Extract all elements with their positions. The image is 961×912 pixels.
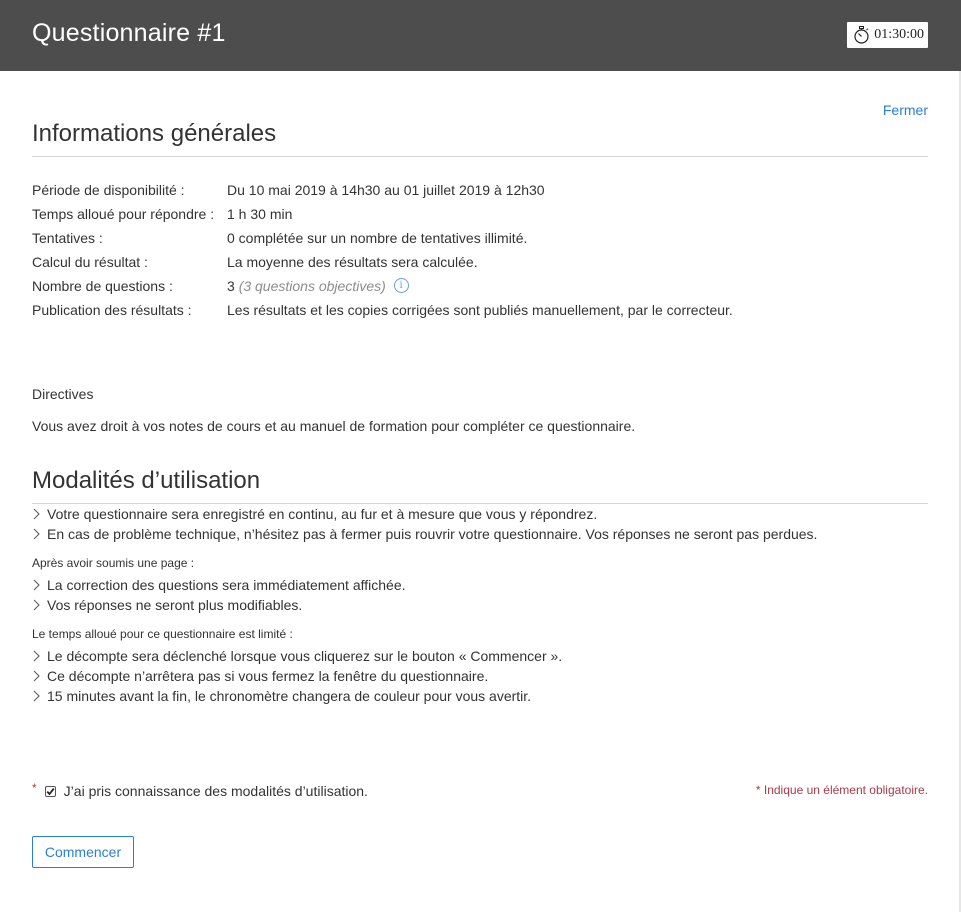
modalities-section: [32, 467, 928, 868]
chevron-right-icon: [32, 579, 47, 591]
list-item: [32, 646, 928, 666]
chevron-right-icon: [32, 599, 47, 611]
acknowledge-checkbox[interactable]: [45, 786, 56, 797]
directives-text: Vous avez droit à vos notes de cours et au manuel de formation pour compléter ce questionnaire.: [32, 418, 636, 434]
info-table: [32, 178, 733, 322]
rules-list: [32, 646, 928, 706]
rule-text: La correction des questions sera immédiatement affichée.: [47, 577, 406, 593]
acknowledge-row: [32, 781, 928, 801]
chevron-right-icon: [32, 528, 47, 540]
list-item: [32, 686, 928, 706]
info-value-questions: [227, 274, 733, 298]
info-label: Temps alloué pour répondre :: [32, 206, 215, 222]
rules-list: [32, 575, 928, 615]
info-row: [32, 250, 733, 274]
countdown-timer: [847, 22, 928, 48]
info-row: [32, 298, 733, 322]
info-value: Du 10 mai 2019 à 14h30 au 01 juillet 2019 à 12h30: [227, 182, 545, 198]
info-label: Tentatives :: [32, 230, 103, 246]
general-info-title: Informations générales: [32, 120, 928, 157]
info-value: 1 h 30 min: [227, 206, 293, 222]
info-label: Publication des résultats :: [32, 302, 192, 318]
start-button[interactable]: Commencer: [32, 836, 134, 868]
rules-list: [32, 504, 928, 544]
acknowledge-label[interactable]: J’ai pris connaissance des modalités d’utilisation.: [63, 783, 368, 799]
rule-text: Vos réponses ne seront plus modifiables.: [47, 597, 303, 613]
info-icon[interactable]: i: [394, 278, 409, 293]
info-label: Période de disponibilité :: [32, 182, 185, 198]
info-row: [32, 226, 733, 250]
list-item: [32, 575, 928, 595]
info-value: La moyenne des résultats sera calculée.: [227, 254, 478, 270]
rule-text: Le décompte sera déclenché lorsque vous cliquerez sur le bouton « Commencer ».: [47, 648, 563, 664]
close-link[interactable]: Fermer: [882, 102, 928, 118]
list-item: [32, 504, 928, 524]
stopwatch-icon: [853, 26, 870, 44]
info-value: 0 complétée sur un nombre de tentatives illimité.: [227, 230, 528, 246]
info-label: Calcul du résultat :: [32, 254, 148, 270]
rule-text: En cas de problème technique, n’hésitez pas à fermer puis rouvrir votre questionnaire. Vos réponses ne seront pas perdues.: [47, 526, 818, 542]
list-item: [32, 595, 928, 615]
main-content: [0, 71, 961, 868]
directives-title: Directives: [32, 386, 94, 402]
chevron-right-icon: [32, 508, 47, 520]
chevron-right-icon: [32, 690, 47, 702]
info-row: [32, 274, 733, 298]
chevron-right-icon: [32, 670, 47, 682]
info-row: [32, 178, 733, 202]
rules-subheading: Après avoir soumis une page :: [32, 556, 195, 570]
rules-subheading: Le temps alloué pour ce questionnaire est limité :: [32, 627, 293, 641]
general-info-section: [32, 71, 928, 434]
rule-text: 15 minutes avant la fin, le chronomètre changera de couleur pour vous avertir.: [47, 688, 532, 704]
required-star: *: [32, 781, 37, 795]
list-item: [32, 524, 928, 544]
question-count: 3: [227, 277, 235, 294]
question-type-note: (3 questions objectives): [238, 277, 386, 294]
rule-text: Ce décompte n’arrêtera pas si vous fermez la fenêtre du questionnaire.: [47, 668, 489, 684]
page-title: Questionnaire #1: [32, 19, 226, 47]
info-label: Nombre de questions :: [32, 278, 173, 294]
info-value: Les résultats et les copies corrigées sont publiés manuellement, par le correcteur.: [227, 302, 733, 318]
list-item: [32, 666, 928, 686]
timer-value: 01:30:00: [874, 27, 924, 42]
info-row: [32, 202, 733, 226]
chevron-right-icon: [32, 650, 47, 662]
rule-text: Votre questionnaire sera enregistré en continu, au fur et à mesure que vous y répondrez.: [47, 506, 598, 522]
checkmark-icon: [46, 787, 55, 796]
required-note: * Indique un élément obligatoire.: [755, 783, 928, 797]
top-header: [0, 0, 961, 71]
modalities-title: Modalités d’utilisation: [32, 467, 928, 504]
